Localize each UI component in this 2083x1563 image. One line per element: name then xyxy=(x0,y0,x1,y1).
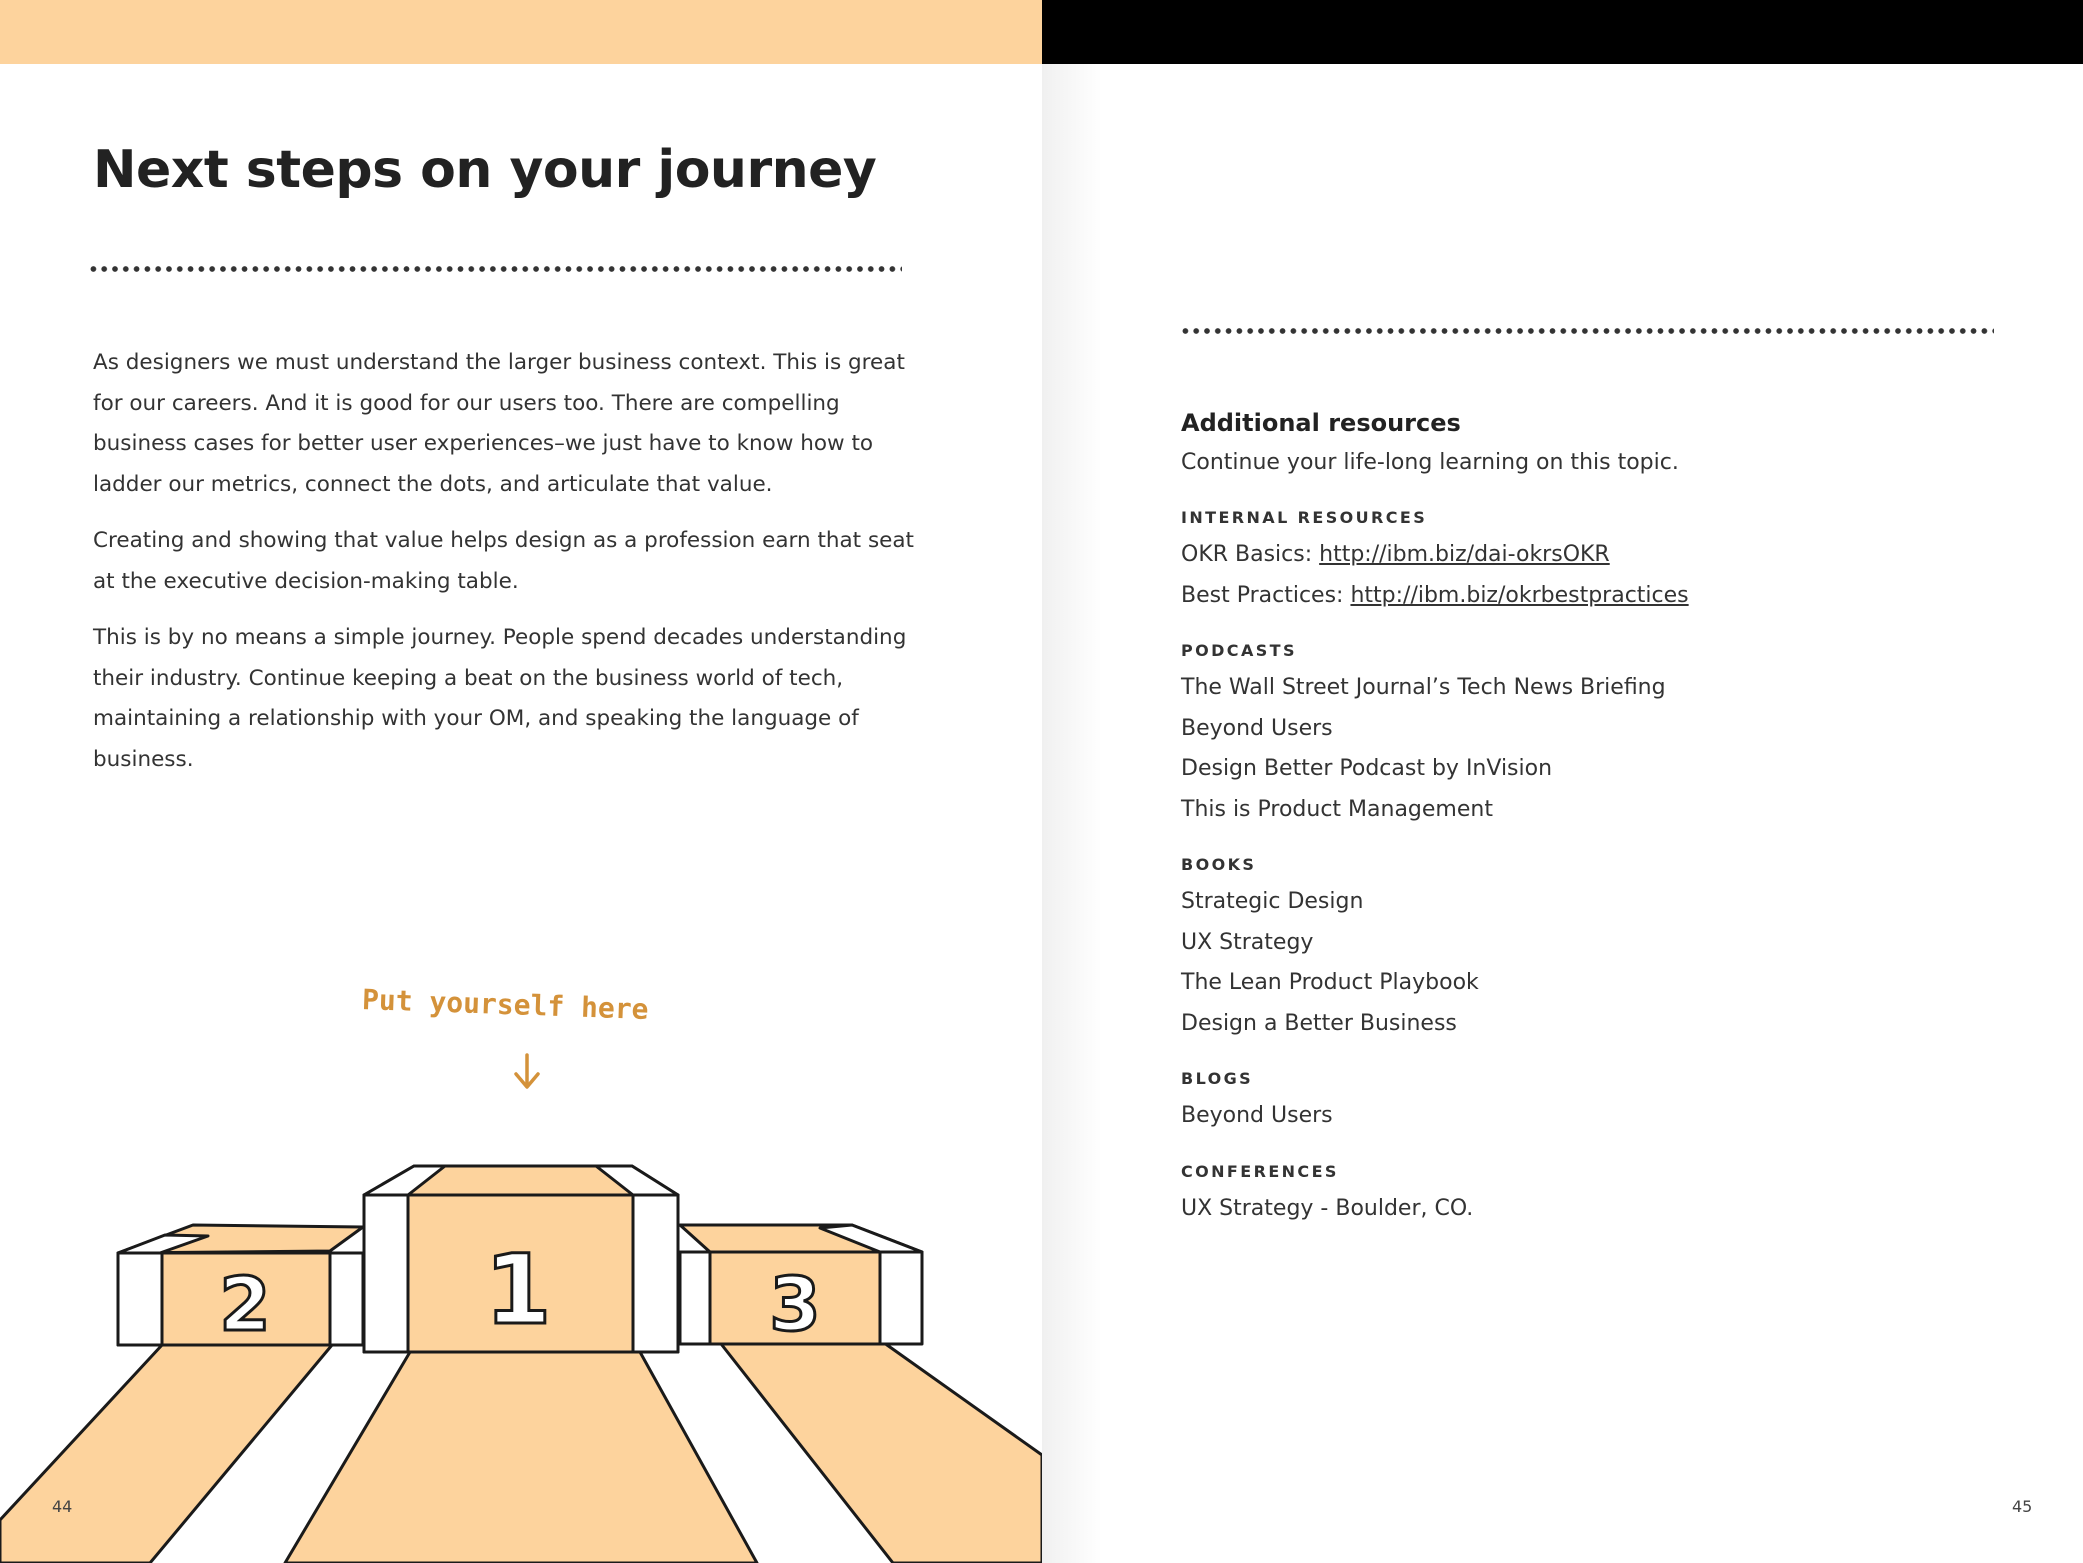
list-item xyxy=(1181,535,1981,576)
list-item: UX Strategy xyxy=(1181,929,1314,955)
paragraph: Creating and showing that value helps design as a profession earn that seat at the executive decision-making table. xyxy=(93,528,914,594)
best-practices-link[interactable]: http://ibm.biz/okrbestpractices xyxy=(1350,582,1689,608)
down-arrow-icon xyxy=(516,1055,538,1087)
paragraph: This is by no means a simple journey. People spend decades understanding their industry. Continue keeping a beat on the business world of tech, maintaining a relationship with your OM, and speaking the language of business. xyxy=(93,625,907,772)
page-number: 44 xyxy=(52,1497,73,1516)
podium-number-3: 3 xyxy=(769,1262,821,1348)
lane-left xyxy=(0,1345,332,1563)
section-label-internal: INTERNAL RESOURCES xyxy=(1181,508,1428,527)
section-label-books: BOOKS xyxy=(1181,855,1257,874)
lane-center xyxy=(285,1352,757,1563)
list-item: Design Better Podcast by InVision xyxy=(1181,756,1553,781)
list-item: Design a Better Business xyxy=(1181,1010,1457,1036)
podium-number-2: 2 xyxy=(219,1262,271,1348)
gutter-shadow xyxy=(1042,0,1102,1563)
handwritten-note: Put yourself here xyxy=(361,983,650,1026)
podium-illustration xyxy=(0,1000,1042,1563)
dotted-divider xyxy=(1180,328,1994,334)
item-prefix: OKR Basics: xyxy=(1181,542,1320,567)
section-label-conferences: CONFERENCES xyxy=(1181,1161,1339,1181)
podium-number-1: 1 xyxy=(484,1234,552,1346)
list-item: The Wall Street Journal’s Tech News Briefing xyxy=(1181,675,1666,700)
lane-right xyxy=(718,1340,1042,1563)
okr-basics-link[interactable]: http://ibm.biz/dai-okrsOKR xyxy=(1319,542,1610,567)
list-item: The Lean Product Playbook xyxy=(1181,970,1479,995)
section-label-blogs: BLOGS xyxy=(1181,1069,1254,1088)
paragraph: As designers we must understand the larger business context. This is great for our careers. And it is good for our users too. There are compelling business cases for better user experiences–we just have to know how to ladder our metrics, connect the dots, and articulate that value. xyxy=(93,350,905,497)
dotted-divider xyxy=(88,266,902,272)
list-item: Beyond Users xyxy=(1181,1103,1333,1128)
list-item: UX Strategy - Boulder, CO. xyxy=(1181,1195,1474,1221)
list-item: This is Product Management xyxy=(1181,796,1493,822)
section-label-podcasts: PODCASTS xyxy=(1181,641,1297,660)
list-item: Beyond Users xyxy=(1181,715,1333,741)
list-item: Strategic Design xyxy=(1181,889,1364,914)
resources-heading: Additional resources xyxy=(1181,409,1461,437)
list-item xyxy=(1181,576,1981,617)
body-copy xyxy=(93,343,923,796)
resources-intro: Continue your life-long learning on this topic. xyxy=(1181,450,1679,475)
top-black-band xyxy=(1042,0,2083,64)
top-accent-band xyxy=(0,0,1042,64)
item-prefix: Best Practices: xyxy=(1181,582,1351,608)
additional-resources xyxy=(1181,405,1981,1229)
page-number: 45 xyxy=(2012,1497,2033,1516)
page-title: Next steps on your journey xyxy=(93,140,877,200)
